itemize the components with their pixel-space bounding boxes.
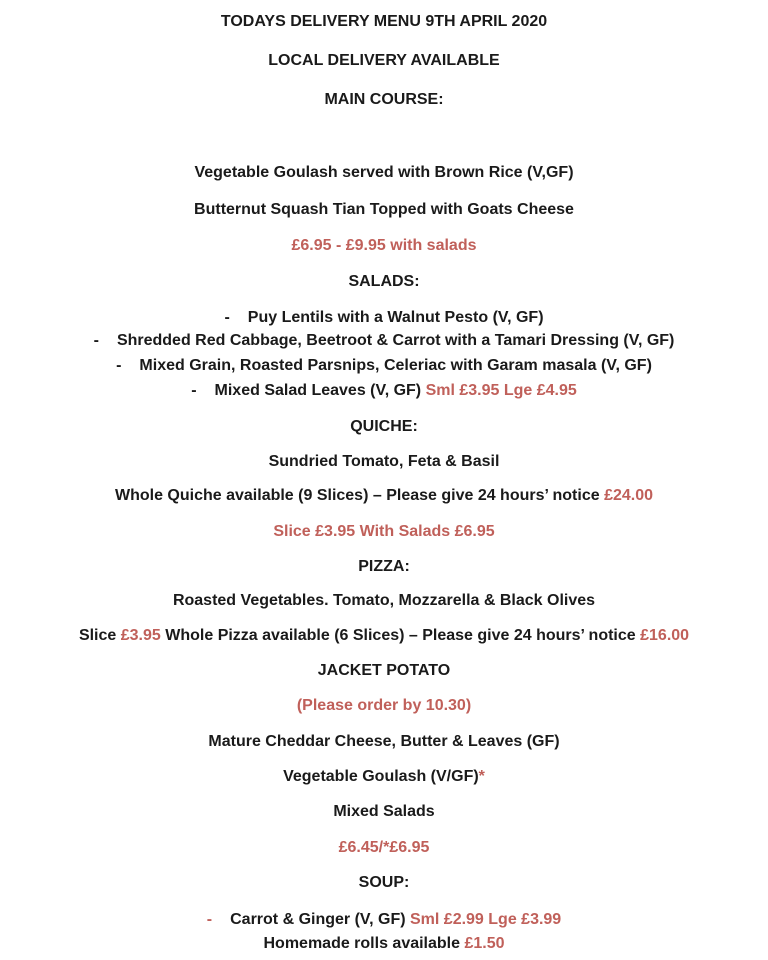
jacket-potato-item: Mature Cheddar Cheese, Butter & Leaves (GF) bbox=[208, 733, 560, 750]
jacket-potato-item bbox=[0, 767, 768, 787]
salads-heading: SALADS: bbox=[348, 273, 420, 290]
main-course-price: £6.95 - £9.95 with salads bbox=[291, 237, 477, 254]
quiche-flavour: Sundried Tomato, Feta & Basil bbox=[268, 453, 500, 470]
pizza-toppings: Roasted Vegetables. Tomato, Mozzarella & Black Olives bbox=[172, 592, 596, 609]
pizza-heading: PIZZA: bbox=[358, 558, 410, 575]
salad-item bbox=[0, 381, 768, 401]
jacket-potato-price: £6.45/*£6.95 bbox=[338, 839, 430, 856]
jacket-potato-heading: JACKET POTATO bbox=[317, 662, 451, 679]
bullet-dash: - bbox=[116, 357, 122, 374]
soup-heading: SOUP: bbox=[358, 874, 410, 891]
salad-leaves-price: Sml £3.95 Lge £4.95 bbox=[425, 382, 577, 399]
bullet-dash: - bbox=[224, 309, 230, 326]
delivery-notice: LOCAL DELIVERY AVAILABLE bbox=[268, 52, 500, 69]
pizza-slice-label: Slice bbox=[78, 627, 117, 644]
soup-rolls bbox=[0, 934, 768, 954]
quiche-whole bbox=[0, 486, 768, 506]
quiche-slice-price: Slice £3.95 With Salads £6.95 bbox=[273, 523, 495, 540]
jacket-potato-note: (Please order by 10.30) bbox=[296, 697, 472, 714]
pizza-whole-price: £16.00 bbox=[640, 627, 690, 644]
salad-item bbox=[0, 356, 768, 376]
quiche-whole-text: Whole Quiche available (9 Slices) – Please give 24 hours’ notice bbox=[114, 487, 600, 504]
main-course-heading: MAIN COURSE: bbox=[324, 91, 444, 108]
soup-rolls-price: £1.50 bbox=[464, 935, 505, 952]
main-course-item: Vegetable Goulash served with Brown Rice (V,GF) bbox=[194, 164, 574, 181]
soup-item bbox=[0, 910, 768, 930]
bullet-dash: - bbox=[93, 332, 99, 349]
salad-item-label: Puy Lentils with a Walnut Pesto (V, GF) bbox=[247, 309, 544, 326]
menu-title: TODAYS DELIVERY MENU 9TH APRIL 2020 bbox=[220, 13, 548, 30]
soup-item-label: Carrot & Ginger (V, GF) bbox=[230, 911, 406, 928]
pizza-slice-price: £3.95 bbox=[120, 627, 161, 644]
bullet-dash: - bbox=[206, 911, 213, 928]
pizza-whole-text: Whole Pizza available (6 Slices) – Please give 24 hours’ notice bbox=[165, 627, 636, 644]
salad-item-label: Mixed Grain, Roasted Parsnips, Celeriac with Garam masala (V, GF) bbox=[139, 357, 652, 374]
quiche-heading: QUICHE: bbox=[350, 418, 418, 435]
soup-price: Sml £2.99 Lge £3.99 bbox=[410, 911, 562, 928]
quiche-whole-price: £24.00 bbox=[604, 487, 654, 504]
jacket-potato-item: Mixed Salads bbox=[333, 803, 435, 820]
jacket-potato-item-label: Vegetable Goulash (V/GF) bbox=[283, 768, 479, 785]
salad-item-label: Shredded Red Cabbage, Beetroot & Carrot with a Tamari Dressing (V, GF) bbox=[116, 332, 675, 349]
salad-item bbox=[0, 308, 768, 328]
bullet-dash: - bbox=[191, 382, 197, 399]
pizza-prices bbox=[0, 626, 768, 646]
main-course-item: Butternut Squash Tian Topped with Goats Cheese bbox=[194, 201, 574, 218]
salad-item bbox=[0, 331, 768, 351]
soup-rolls-text: Homemade rolls available bbox=[263, 935, 461, 952]
asterisk-mark: * bbox=[478, 768, 485, 785]
salad-item-label: Mixed Salad Leaves (V, GF) bbox=[214, 382, 422, 399]
